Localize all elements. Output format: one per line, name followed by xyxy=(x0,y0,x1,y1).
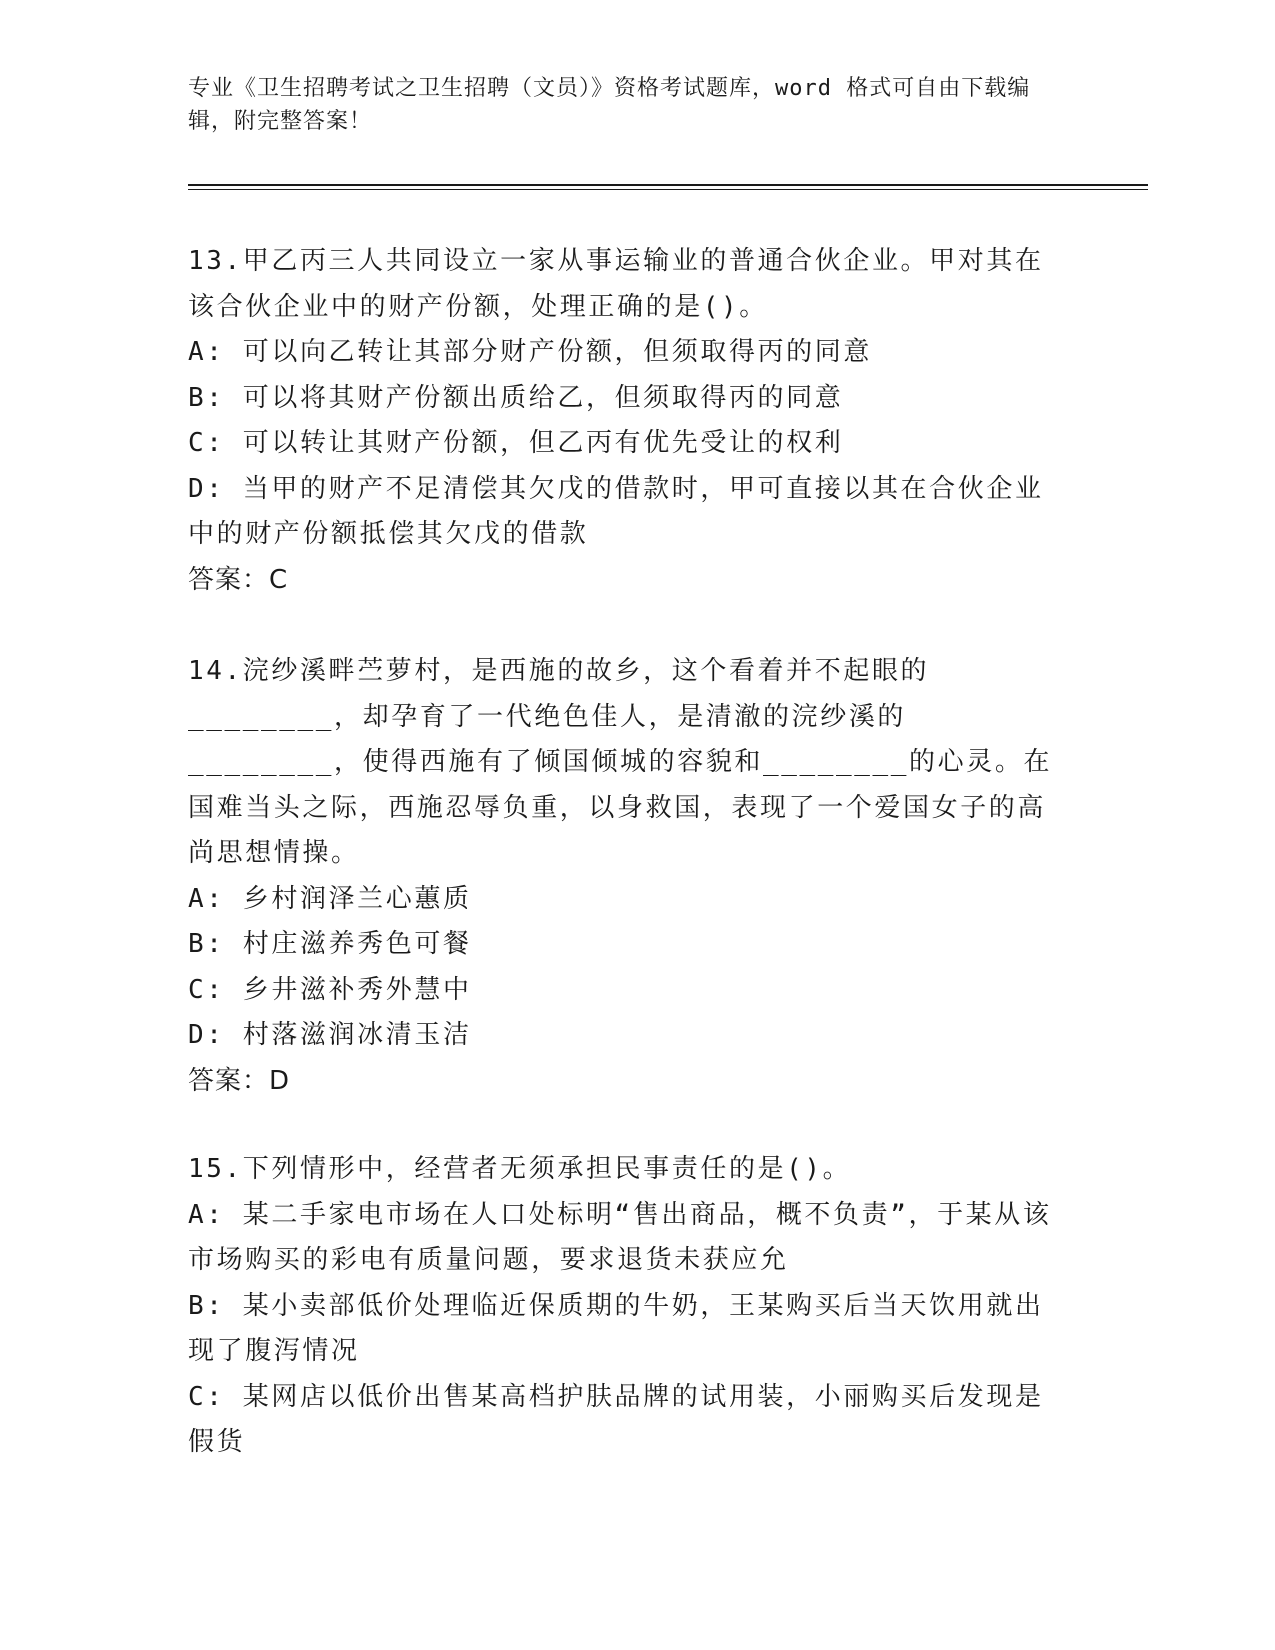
document-page xyxy=(188,72,1148,1466)
question-stem: 15.下列情形中，经营者无须承担民事责任的是()。 xyxy=(188,1154,852,1184)
option-b: B: 村庄滋养秀色可餐 xyxy=(188,929,472,959)
question-13 xyxy=(188,239,1068,603)
answer: 答案：D xyxy=(188,1065,291,1096)
option-d: D: 当甲的财产不足清偿其欠戊的借款时，甲可直接以其在合伙企业中的财产份额抵偿其欠戊的借款 xyxy=(188,473,1044,549)
question-14 xyxy=(188,649,1068,1104)
header-divider xyxy=(188,184,1148,190)
option-c: C: 某网店以低价出售某高档护肤品牌的试用装，小丽购买后发现是假货 xyxy=(188,1381,1044,1457)
option-c: C: 乡井滋补秀外慧中 xyxy=(188,974,472,1005)
option-a: A: 某二手家电市场在人口处标明“售出商品，概不负责”，于某从该市场购买的彩电有质量问题，要求退货未获应允 xyxy=(188,1199,1052,1275)
option-d: D: 村落滋润冰清玉洁 xyxy=(188,1020,472,1050)
question-stem: 13.甲乙丙三人共同设立一家从事运输业的普通合伙企业。甲对其在该合伙企业中的财产份额，处理正确的是()。 xyxy=(188,246,1044,322)
option-b: B: 某小卖部低价处理临近保质期的牛奶，王某购买后当天饮用就出现了腹泻情况 xyxy=(188,1290,1044,1366)
question-stem: 14.浣纱溪畔苎萝村，是西施的故乡，这个看着并不起眼的________，却孕育了一代绝色佳人，是清澈的浣纱溪的________，使得西施有了倾国倾城的容貌和________的心灵。在国难当头之际，西施忍辱负重，以身救国，表现了一个爱国女子的高尚思想情操。 xyxy=(188,656,1053,868)
option-a: A: 可以向乙转让其部分财产份额，但须取得丙的同意 xyxy=(188,337,872,367)
option-c: C: 可以转让其财产份额，但乙丙有优先受让的权利 xyxy=(188,428,844,458)
option-a: A: 乡村润泽兰心蕙质 xyxy=(188,883,472,914)
option-b: B: 可以将其财产份额出质给乙，但须取得丙的同意 xyxy=(188,382,844,413)
document-header: 专业《卫生招聘考试之卫生招聘（文员）》资格考试题库，word 格式可自由下载编辑，附完整答案！ xyxy=(188,76,1031,134)
answer: 答案：C xyxy=(188,564,289,595)
question-15 xyxy=(188,1147,1068,1466)
